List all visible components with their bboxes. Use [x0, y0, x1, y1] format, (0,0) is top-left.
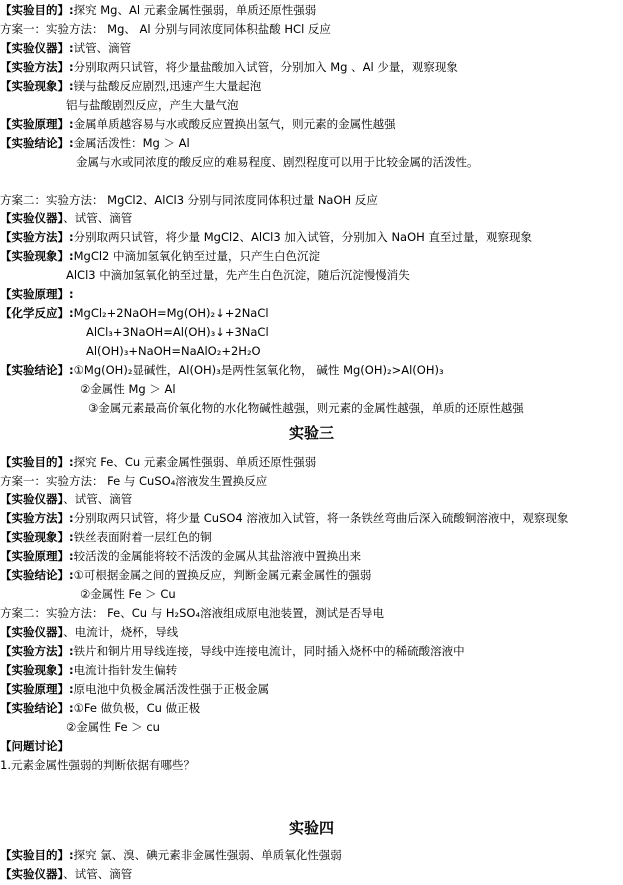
phenomenon-text-6: 电流计指针发生偏转	[73, 663, 178, 677]
phenomenon-text: 镁与盐酸反应剧烈,迅速产生大量起泡	[73, 79, 262, 93]
phenomenon-line-4	[0, 662, 177, 678]
method-line	[0, 59, 458, 75]
conclusion-text-9: ②金属性 Fe ＞ cu	[66, 720, 160, 734]
question-1: 1.元素金属性强弱的判断依据有哪些？	[0, 758, 195, 772]
plan-two-line-3: 方案二：实验方法： Fe、Cu 与 H₂SO₄溶液组成原电池装置，测试是否导电	[0, 606, 385, 620]
aim-label-4: 【实验目的】:	[0, 848, 74, 862]
reaction-line	[0, 305, 269, 321]
aim-line-4	[0, 847, 342, 863]
principle-line-4	[0, 681, 269, 697]
method-label: 【实验方法】:	[0, 60, 74, 74]
equation-3: Al(OH)₃+NaOH=NaAlO₂+2H₂O	[86, 344, 261, 358]
principle-label-3: 【实验原理】:	[0, 549, 74, 563]
instrument-label-2: 【实验仪器】	[0, 211, 64, 225]
principle-label-4: 【实验原理】:	[0, 682, 74, 696]
instrument-line-3	[0, 491, 132, 507]
aim-label: 【实验目的】:	[0, 3, 74, 17]
principle-line-2	[0, 286, 74, 302]
method-text-2: 分别取两只试管，将少量 MgCl2、AlCl3 加入试管，分别加入 NaOH 直至过量，观察现象	[73, 230, 532, 244]
conclusion-label: 【实验结论】:	[0, 136, 74, 150]
phenomenon-label-2: 【实验现象】:	[0, 249, 74, 263]
instrument-line-4	[0, 624, 178, 640]
principle-text-3: 较活泼的金属能将较不活泼的金属从其盐溶液中置换出来	[73, 549, 362, 563]
method-label-3: 【实验方法】:	[0, 511, 74, 525]
conclusion-label-3: 【实验结论】:	[0, 568, 74, 582]
principle-line-3	[0, 548, 361, 564]
phenomenon-label-3: 【实验现象】:	[0, 530, 74, 544]
instrument-text-2: 、试管、滴管	[63, 211, 133, 225]
aim-line	[0, 2, 316, 18]
phenomenon-line-2	[0, 248, 320, 264]
conclusion-line-4	[0, 700, 200, 716]
method-line-3	[0, 510, 568, 526]
section-title-4: 实验四	[288, 819, 334, 837]
phenomenon-label: 【实验现象】:	[0, 79, 74, 93]
conclusion-text-6: ①可根据金属之间的置换反应，判断金属元素金属性的强弱	[73, 568, 372, 582]
instrument-line-2	[0, 210, 132, 226]
method-text-4: 铁片和铜片用导线连接，导线中连接电流计，同时插入烧杯中的稀硫酸溶液中	[73, 644, 465, 658]
conclusion-text-7: ②金属性 Fe ＞ Cu	[80, 587, 176, 601]
method-label-4: 【实验方法】:	[0, 644, 74, 658]
conclusion-label-4: 【实验结论】:	[0, 701, 74, 715]
principle-label-2: 【实验原理】:	[0, 287, 74, 301]
method-text-3: 分别取两只试管，将少量 CuSO4 溶液加入试管，将一条铁丝弯曲后深入硫酸铜溶液中，观察现象	[73, 511, 569, 525]
plan-one-line: 方案一：实验方法： Mg、 Al 分别与同浓度同体积盐酸 HCl 反应	[0, 22, 331, 36]
phenomenon-text-2: 铝与盐酸剧烈反应，产生大量气泡	[66, 98, 239, 112]
method-line-2	[0, 229, 532, 245]
instrument-text-5: 、试管、滴管	[63, 867, 133, 881]
plan-two-line: 方案二：实验方法： MgCl2、AlCl3 分别与同浓度同体积过量 NaOH 反应	[0, 193, 378, 207]
principle-line	[0, 116, 396, 132]
instrument-line-5	[0, 866, 132, 882]
instrument-text-4: 、电流计，烧杯，导线	[63, 625, 179, 639]
equation-1: MgCl₂+2NaOH=Mg(OH)₂↓+2NaCl	[73, 306, 269, 320]
principle-text-4: 原电池中负极金属活泼性强于正极金属	[73, 682, 270, 696]
instrument-text-3: 、试管、滴管	[63, 492, 133, 506]
conclusion-text-8: ①Fe 做负极，Cu 做正极	[73, 701, 201, 715]
discussion-label: 【问题讨论】	[0, 739, 69, 753]
principle-text: 金属单质越容易与水或酸反应置换出氢气，则元素的金属性越强	[73, 117, 396, 131]
aim-line-3	[0, 454, 316, 470]
method-label-2: 【实验方法】:	[0, 230, 74, 244]
section-title-3: 实验三	[288, 424, 334, 442]
aim-label-3: 【实验目的】:	[0, 455, 74, 469]
instrument-line	[0, 40, 131, 56]
plan-one-line-3: 方案一：实验方法： Fe 与 CuSO₄溶液发生置换反应	[0, 474, 268, 488]
method-line-4	[0, 643, 465, 659]
phenomenon-line-3	[0, 529, 212, 545]
instrument-label-5: 【实验仪器】	[0, 867, 64, 881]
instrument-label-4: 【实验仪器】	[0, 625, 64, 639]
conclusion-text: 金属活泼性：Mg ＞ Al	[73, 136, 190, 150]
conclusion-label-2: 【实验结论】:	[0, 363, 74, 377]
aim-text-4: 探究 氯、溴、碘元素非金属性强弱、单质氧化性强弱	[73, 848, 342, 862]
instrument-text: 试管、滴管	[73, 41, 132, 55]
conclusion-text-5: ③金属元素最高价氧化物的水化物碱性越强，则元素的金属性越强，单质的还原性越强	[88, 401, 524, 415]
instrument-label-3: 【实验仪器】	[0, 492, 64, 506]
conclusion-text-3: ①Mg(OH)₂显碱性，Al(OH)₃是两性氢氧化物， 碱性 Mg(OH)₂>Al(OH)₃	[73, 363, 444, 377]
phenomenon-text-3: MgCl2 中滴加氢氧化钠至过量，只产生白色沉淀	[73, 249, 321, 263]
conclusion-text-2: 金属与水或同浓度的酸反应的难易程度、剧烈程度可以用于比较金属的活泼性。	[76, 155, 479, 169]
phenomenon-text-4: AlCl3 中滴加氢氧化钠至过量，先产生白色沉淀，随后沉淀慢慢消失	[66, 268, 410, 282]
phenomenon-text-5: 铁丝表面附着一层红色的铜	[73, 530, 212, 544]
equation-2: AlCl₃+3NaOH=Al(OH)₃↓+3NaCl	[86, 325, 269, 339]
phenomenon-line	[0, 78, 261, 94]
conclusion-line-2	[0, 362, 444, 378]
method-text: 分别取两只试管，将少量盐酸加入试管，分别加入 Mg 、Al 少量，观察现象	[73, 60, 458, 74]
phenomenon-label-4: 【实验现象】:	[0, 663, 74, 677]
reaction-label: 【化学反应】:	[0, 306, 74, 320]
instrument-label: 【实验仪器】:	[0, 41, 74, 55]
conclusion-text-4: ②金属性 Mg ＞ Al	[80, 382, 176, 396]
aim-text: 探究 Mg、Al 元素金属性强弱，单质还原性强弱	[73, 3, 317, 17]
conclusion-line	[0, 135, 190, 151]
aim-text-3: 探究 Fe、Cu 元素金属性强弱、单质还原性强弱	[73, 455, 317, 469]
principle-label: 【实验原理】:	[0, 117, 74, 131]
conclusion-line-3	[0, 567, 371, 583]
